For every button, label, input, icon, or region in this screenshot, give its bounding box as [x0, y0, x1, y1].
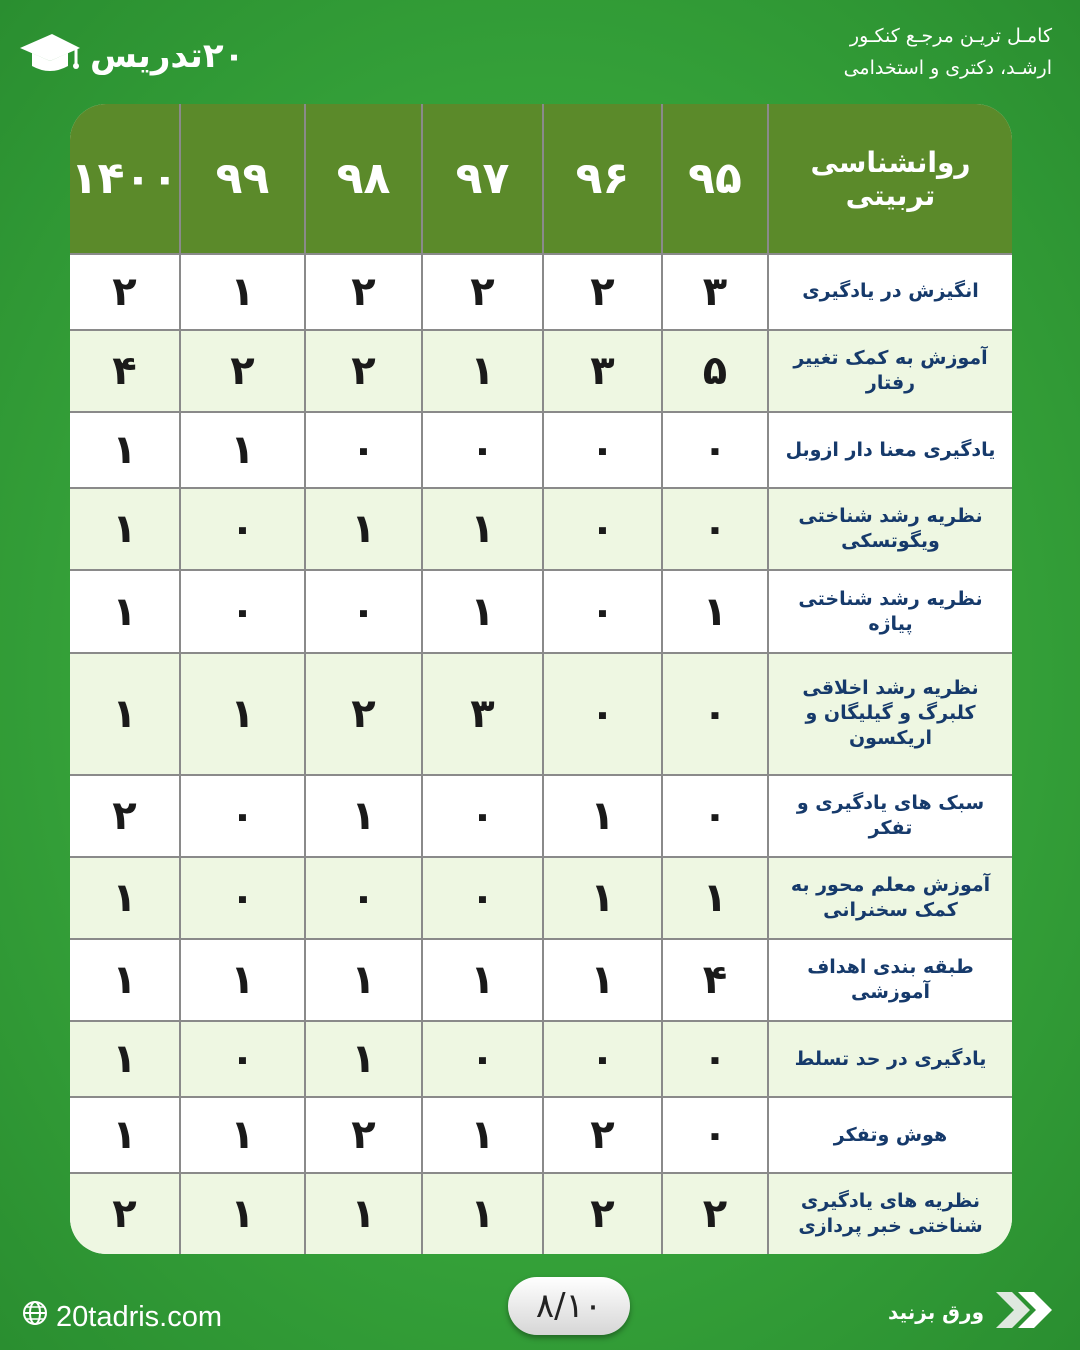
- graduation-cap-icon: [18, 30, 82, 82]
- year-header: ۹۶: [543, 104, 662, 254]
- row-subject: یادگیری معنا دار ازوبل: [768, 412, 1012, 488]
- cell-value: ۱: [70, 857, 180, 939]
- cell-value: ۱: [422, 1173, 543, 1254]
- cell-value: ۱: [180, 1097, 305, 1173]
- cell-value: ۰: [662, 1097, 768, 1173]
- logo-text: ۲۰تدریس: [90, 36, 245, 76]
- table-row: [70, 857, 1012, 939]
- cell-value: ۱: [180, 412, 305, 488]
- cell-value: ۲: [70, 254, 180, 330]
- cell-value: ۱: [662, 570, 768, 652]
- year-header: ۹۹: [180, 104, 305, 254]
- cell-value: ۰: [662, 653, 768, 775]
- cell-value: ۰: [662, 1021, 768, 1097]
- double-chevron-icon: [992, 1290, 1056, 1334]
- table-row: [70, 939, 1012, 1021]
- stats-table: [70, 104, 1012, 1254]
- row-subject: انگیزش در یادگیری: [768, 254, 1012, 330]
- table-row: [70, 330, 1012, 412]
- cell-value: ۱: [70, 488, 180, 570]
- row-subject: نظریه رشد شناختی ویگوتسکی: [768, 488, 1012, 570]
- cell-value: ۳: [422, 653, 543, 775]
- cell-value: ۵: [662, 330, 768, 412]
- website-text: 20tadris.com: [56, 1300, 223, 1333]
- cell-value: ۱: [180, 1173, 305, 1254]
- cell-value: ۱: [543, 857, 662, 939]
- cell-value: ۳: [543, 330, 662, 412]
- cell-value: ۰: [543, 412, 662, 488]
- cell-value: ۱: [305, 939, 422, 1021]
- stats-table-card: [70, 104, 1012, 1254]
- cell-value: ۰: [180, 1021, 305, 1097]
- cell-value: ۲: [305, 1097, 422, 1173]
- cell-value: ۴: [662, 939, 768, 1021]
- row-subject: نظریه رشد شناختی پیاژه: [768, 570, 1012, 652]
- swipe-label: ورق بزنید: [888, 1300, 984, 1324]
- cell-value: ۰: [180, 570, 305, 652]
- year-header: ۹۸: [305, 104, 422, 254]
- cell-value: ۱: [422, 570, 543, 652]
- cell-value: ۲: [70, 1173, 180, 1254]
- cell-value: ۰: [180, 775, 305, 857]
- cell-value: ۰: [662, 488, 768, 570]
- cell-value: ۳: [662, 254, 768, 330]
- page-indicator: ۸/۱۰: [508, 1277, 630, 1335]
- cell-value: ۱: [305, 1173, 422, 1254]
- cell-value: ۰: [422, 412, 543, 488]
- row-subject: آموزش به کمک تغییر رفتار: [768, 330, 1012, 412]
- cell-value: ۱: [662, 857, 768, 939]
- cell-value: ۱: [422, 1097, 543, 1173]
- cell-value: ۰: [305, 570, 422, 652]
- table-row: [70, 412, 1012, 488]
- cell-value: ۲: [543, 254, 662, 330]
- cell-value: ۲: [305, 254, 422, 330]
- table-row: [70, 488, 1012, 570]
- tagline: [752, 20, 1052, 84]
- table-row: [70, 653, 1012, 775]
- website-link[interactable]: [22, 1300, 222, 1334]
- cell-value: ۲: [543, 1173, 662, 1254]
- cell-value: ۱: [422, 488, 543, 570]
- cell-value: ۴: [70, 330, 180, 412]
- cell-value: ۰: [180, 857, 305, 939]
- globe-icon: [22, 1300, 48, 1334]
- year-header: ۹۷: [422, 104, 543, 254]
- table-header-row: [70, 104, 1012, 254]
- cell-value: ۱: [305, 775, 422, 857]
- table-row: [70, 570, 1012, 652]
- cell-value: ۰: [543, 488, 662, 570]
- cell-value: ۱: [180, 939, 305, 1021]
- swipe-button[interactable]: [888, 1290, 1056, 1334]
- row-subject: طبقه بندی اهداف آموزشی: [768, 939, 1012, 1021]
- row-subject: سبک های یادگیری و تفکر: [768, 775, 1012, 857]
- cell-value: ۱: [70, 1021, 180, 1097]
- cell-value: ۰: [543, 1021, 662, 1097]
- cell-value: ۱: [70, 1097, 180, 1173]
- cell-value: ۱: [422, 330, 543, 412]
- table-row: [70, 775, 1012, 857]
- cell-value: ۰: [662, 412, 768, 488]
- table-title: روانشناسی تربیتی: [768, 104, 1012, 254]
- cell-value: ۰: [543, 570, 662, 652]
- cell-value: ۰: [305, 412, 422, 488]
- year-header: ۱۴۰۰: [70, 104, 180, 254]
- cell-value: ۱: [70, 412, 180, 488]
- row-subject: یادگیری در حد تسلط: [768, 1021, 1012, 1097]
- brand-logo: [18, 30, 244, 82]
- cell-value: ۱: [70, 653, 180, 775]
- cell-value: ۱: [305, 488, 422, 570]
- table-row: [70, 1173, 1012, 1254]
- cell-value: ۰: [662, 775, 768, 857]
- cell-value: ۱: [70, 570, 180, 652]
- cell-value: ۰: [422, 1021, 543, 1097]
- row-subject: نظریه های یادگیری شناختی خبر پردازی: [768, 1173, 1012, 1254]
- cell-value: ۲: [305, 653, 422, 775]
- cell-value: ۲: [662, 1173, 768, 1254]
- cell-value: ۲: [70, 775, 180, 857]
- table-row: [70, 1021, 1012, 1097]
- cell-value: ۱: [422, 939, 543, 1021]
- cell-value: ۲: [180, 330, 305, 412]
- row-subject: نظریه رشد اخلاقی کلبرگ و گیلیگان و اریکسون: [768, 653, 1012, 775]
- cell-value: ۱: [180, 653, 305, 775]
- tagline-line-2: ارشـد، دکتری و استخدامی: [843, 57, 1052, 79]
- cell-value: ۱: [543, 939, 662, 1021]
- tagline-line-1: کامـل تریـن مرجـع کنکـور: [849, 25, 1052, 47]
- cell-value: ۰: [422, 775, 543, 857]
- cell-value: ۲: [543, 1097, 662, 1173]
- cell-value: ۲: [305, 330, 422, 412]
- cell-value: ۰: [543, 653, 662, 775]
- cell-value: ۱: [70, 939, 180, 1021]
- table-row: [70, 254, 1012, 330]
- cell-value: ۱: [180, 254, 305, 330]
- row-subject: آموزش معلم محور به کمک سخنرانی: [768, 857, 1012, 939]
- cell-value: ۰: [180, 488, 305, 570]
- cell-value: ۲: [422, 254, 543, 330]
- cell-value: ۰: [422, 857, 543, 939]
- cell-value: ۱: [543, 775, 662, 857]
- cell-value: ۰: [305, 857, 422, 939]
- year-header: ۹۵: [662, 104, 768, 254]
- cell-value: ۱: [305, 1021, 422, 1097]
- row-subject: هوش وتفکر: [768, 1097, 1012, 1173]
- table-row: [70, 1097, 1012, 1173]
